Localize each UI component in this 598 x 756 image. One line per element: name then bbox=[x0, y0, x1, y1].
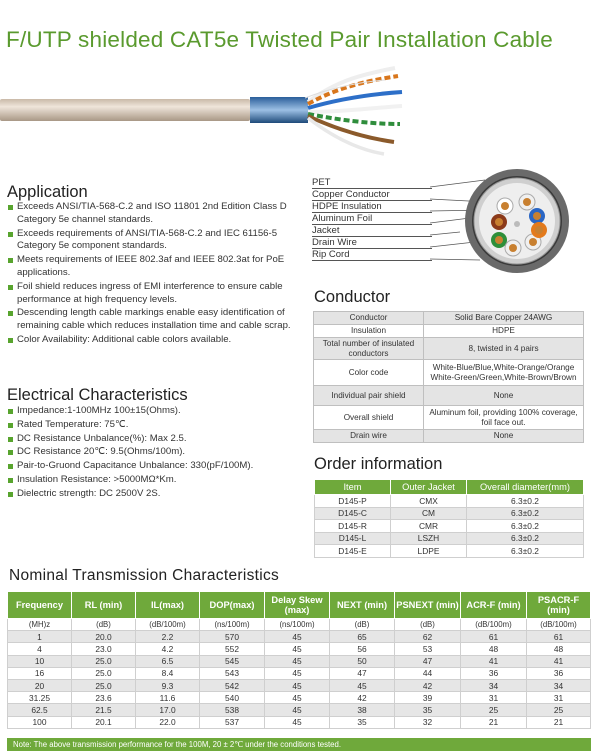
table-cell: 6.3±0.2 bbox=[467, 545, 584, 558]
table-cell: 45 bbox=[265, 667, 330, 679]
column-header: NEXT (min) bbox=[330, 592, 395, 619]
table-cell: 23.0 bbox=[72, 643, 136, 655]
table-header-row bbox=[8, 592, 591, 619]
column-header: PSNEXT (min) bbox=[395, 592, 461, 619]
table-cell: Insulation bbox=[314, 325, 424, 338]
table-row bbox=[314, 406, 584, 430]
table-cell: Total number of insulated conductors bbox=[314, 338, 424, 360]
table-cell: 23.6 bbox=[72, 692, 136, 704]
page-title: F/UTP shielded CAT5e Twisted Pair Installation Cable bbox=[6, 27, 553, 52]
order-table bbox=[314, 479, 584, 558]
list-item: Exceeds requirements of ANSI/TIA-568-C.2 and IEC 61156-5 Category 5e component standards. bbox=[7, 228, 303, 254]
table-row bbox=[314, 325, 584, 338]
table-cell: 65 bbox=[330, 631, 395, 643]
table-cell: 6.3±0.2 bbox=[467, 507, 584, 520]
nominal-table bbox=[7, 591, 591, 729]
table-cell: 8.4 bbox=[136, 667, 200, 679]
label-drain-wire: Drain Wire bbox=[312, 237, 432, 249]
table-cell: Aluminum foil, providing 100% coverage, foil face out. bbox=[424, 406, 584, 430]
table-cell: 48 bbox=[527, 643, 591, 655]
table-cell: 34 bbox=[461, 679, 527, 691]
table-row bbox=[8, 667, 591, 679]
table-cell: 44 bbox=[395, 667, 461, 679]
table-cell: D145-E bbox=[315, 545, 391, 558]
table-cell: (dB/100m) bbox=[136, 619, 200, 631]
table-cell: Individual pair shield bbox=[314, 386, 424, 406]
application-heading: Application bbox=[7, 183, 88, 201]
table-cell: 22.0 bbox=[136, 716, 200, 728]
label-jacket: Jacket bbox=[312, 225, 432, 237]
table-cell: Overall shield bbox=[314, 406, 424, 430]
table-cell: 25.0 bbox=[72, 667, 136, 679]
label-hdpe-insulation: HDPE Insulation bbox=[312, 201, 432, 213]
table-note: Note: The above transmission performance for the 100M, 20 ± 2℃ under the conditions tested. bbox=[7, 738, 591, 751]
table-cell: 45 bbox=[265, 643, 330, 655]
table-cell: 9.3 bbox=[136, 679, 200, 691]
table-cell: 45 bbox=[265, 716, 330, 728]
list-item: Insulation Resistance: >5000MΩ*Km. bbox=[7, 474, 303, 487]
table-row bbox=[315, 532, 584, 545]
list-item: Descending length cable markings enable easy identification of remaining cable which reduces installation time and cable scrap. bbox=[7, 307, 303, 333]
table-cell: 31 bbox=[527, 692, 591, 704]
table-cell: 45 bbox=[265, 679, 330, 691]
table-cell: 25 bbox=[461, 704, 527, 716]
nominal-heading: Nominal Transmission Characteristics bbox=[9, 567, 280, 584]
table-cell: CMX bbox=[391, 495, 467, 508]
table-cell: 35 bbox=[395, 704, 461, 716]
table-cell: 4.2 bbox=[136, 643, 200, 655]
table-cell: 42 bbox=[330, 692, 395, 704]
table-cell: 542 bbox=[200, 679, 265, 691]
table-row bbox=[8, 631, 591, 643]
column-header: Overall diameter(mm) bbox=[467, 480, 584, 495]
column-header: Outer Jacket bbox=[391, 480, 467, 495]
table-cell: 39 bbox=[395, 692, 461, 704]
conductor-heading: Conductor bbox=[314, 288, 391, 306]
list-item: Pair-to-Gruond Capacitance Unbalance: 330(pF/100M). bbox=[7, 460, 303, 473]
table-row bbox=[315, 545, 584, 558]
table-cell: 48 bbox=[461, 643, 527, 655]
table-cell: 45 bbox=[265, 692, 330, 704]
list-item: Rated Temperature: 75℃. bbox=[7, 419, 303, 432]
table-cell: 25 bbox=[527, 704, 591, 716]
table-cell: 25.0 bbox=[72, 655, 136, 667]
table-cell: 45 bbox=[265, 704, 330, 716]
table-cell: 62.5 bbox=[8, 704, 72, 716]
table-cell: 570 bbox=[200, 631, 265, 643]
application-list bbox=[7, 201, 303, 348]
list-item: Impedance:1-100MHz 100±15(Ohms). bbox=[7, 405, 303, 418]
table-row bbox=[8, 655, 591, 667]
table-cell: 41 bbox=[461, 655, 527, 667]
table-cell: (MH)z bbox=[8, 619, 72, 631]
label-copper-conductor: Copper Conductor bbox=[312, 189, 432, 201]
units-row bbox=[8, 619, 591, 631]
table-cell: (dB) bbox=[72, 619, 136, 631]
table-cell: D145-P bbox=[315, 495, 391, 508]
table-cell: 2.2 bbox=[136, 631, 200, 643]
table-cell: 32 bbox=[395, 716, 461, 728]
table-cell: (ns/100m) bbox=[200, 619, 265, 631]
list-item: DC Resistance 20℃: 9.5(Ohms/100m). bbox=[7, 446, 303, 459]
table-cell: 545 bbox=[200, 655, 265, 667]
table-cell: (dB) bbox=[330, 619, 395, 631]
table-cell: 21 bbox=[527, 716, 591, 728]
table-cell: 543 bbox=[200, 667, 265, 679]
table-cell: 50 bbox=[330, 655, 395, 667]
table-cell: 31 bbox=[461, 692, 527, 704]
label-pet: PET bbox=[312, 177, 432, 189]
table-cell: 6.5 bbox=[136, 655, 200, 667]
table-cell: 20.1 bbox=[72, 716, 136, 728]
table-cell: 53 bbox=[395, 643, 461, 655]
column-header: PSACR-F (min) bbox=[527, 592, 591, 619]
table-cell: 11.6 bbox=[136, 692, 200, 704]
table-cell: D145-L bbox=[315, 532, 391, 545]
table-cell: White-Blue/Blue,White-Orange/Orange White-Green/Green,White-Brown/Brown bbox=[424, 360, 584, 386]
table-cell: 38 bbox=[330, 704, 395, 716]
electrical-heading: Electrical Characteristics bbox=[7, 386, 188, 404]
table-cell: 6.3±0.2 bbox=[467, 520, 584, 533]
table-cell: Conductor bbox=[314, 312, 424, 325]
table-cell: 47 bbox=[395, 655, 461, 667]
table-cell: 540 bbox=[200, 692, 265, 704]
table-cell: 42 bbox=[395, 679, 461, 691]
table-row bbox=[315, 507, 584, 520]
table-cell: 16 bbox=[8, 667, 72, 679]
table-row bbox=[8, 716, 591, 728]
order-heading: Order information bbox=[314, 455, 443, 473]
table-cell: LDPE bbox=[391, 545, 467, 558]
table-cell: (dB/100m) bbox=[527, 619, 591, 631]
table-cell: 6.3±0.2 bbox=[467, 495, 584, 508]
table-cell: 25.0 bbox=[72, 679, 136, 691]
table-cell: 20.0 bbox=[72, 631, 136, 643]
table-cell: 45 bbox=[265, 631, 330, 643]
list-item: Dielectric strength: DC 2500V 2S. bbox=[7, 488, 303, 501]
label-aluminum-foil: Aluminum Foil bbox=[312, 213, 432, 225]
table-cell: 56 bbox=[330, 643, 395, 655]
table-cell: Color code bbox=[314, 360, 424, 386]
table-cell: LSZH bbox=[391, 532, 467, 545]
cross-section-labels bbox=[312, 177, 448, 261]
table-cell: (ns/100m) bbox=[265, 619, 330, 631]
table-cell: 100 bbox=[8, 716, 72, 728]
table-row bbox=[315, 520, 584, 533]
table-cell: 41 bbox=[527, 655, 591, 667]
table-cell: 61 bbox=[461, 631, 527, 643]
table-row bbox=[8, 679, 591, 691]
table-row bbox=[314, 312, 584, 325]
column-header: ACR-F (min) bbox=[461, 592, 527, 619]
table-cell: 35 bbox=[330, 716, 395, 728]
table-cell: 537 bbox=[200, 716, 265, 728]
table-row bbox=[314, 430, 584, 443]
table-cell: D145-C bbox=[315, 507, 391, 520]
table-cell: 8, twisted in 4 pairs bbox=[424, 338, 584, 360]
table-cell: 47 bbox=[330, 667, 395, 679]
table-row bbox=[8, 643, 591, 655]
table-cell: CM bbox=[391, 507, 467, 520]
column-header: RL (min) bbox=[72, 592, 136, 619]
table-cell: Drain wire bbox=[314, 430, 424, 443]
table-cell: 10 bbox=[8, 655, 72, 667]
table-cell: 36 bbox=[461, 667, 527, 679]
table-cell: 17.0 bbox=[136, 704, 200, 716]
list-item: Foil shield reduces ingress of EMI interference to ensure cable performance at high frequency levels. bbox=[7, 281, 303, 307]
table-cell: 62 bbox=[395, 631, 461, 643]
table-header-row bbox=[315, 480, 584, 495]
column-header: Delay Skew (max) bbox=[265, 592, 330, 619]
table-row bbox=[315, 495, 584, 508]
table-cell: 34 bbox=[527, 679, 591, 691]
table-cell: (dB) bbox=[395, 619, 461, 631]
table-cell: D145-R bbox=[315, 520, 391, 533]
table-row bbox=[314, 386, 584, 406]
column-header: Frequency bbox=[8, 592, 72, 619]
column-header: Item bbox=[315, 480, 391, 495]
table-row bbox=[8, 692, 591, 704]
list-item: Meets requirements of IEEE 802.3af and IEEE 802.3at for PoE applications. bbox=[7, 254, 303, 280]
table-cell: 45 bbox=[330, 679, 395, 691]
conductor-table bbox=[313, 311, 584, 443]
table-row bbox=[314, 338, 584, 360]
table-cell: (dB/100m) bbox=[461, 619, 527, 631]
electrical-list bbox=[7, 405, 303, 502]
table-cell: 45 bbox=[265, 655, 330, 667]
table-cell: 552 bbox=[200, 643, 265, 655]
table-cell: 61 bbox=[527, 631, 591, 643]
table-cell: 6.3±0.2 bbox=[467, 532, 584, 545]
table-cell: 21 bbox=[461, 716, 527, 728]
table-row bbox=[8, 704, 591, 716]
list-item: Color Availability: Additional cable colors available. bbox=[7, 334, 303, 347]
table-cell: 36 bbox=[527, 667, 591, 679]
table-cell: None bbox=[424, 386, 584, 406]
cable-illustration bbox=[0, 58, 420, 158]
list-item: Exceeds ANSI/TIA-568-C.2 and ISO 11801 2nd Edition Class D Category 5e channel standards. bbox=[7, 201, 303, 227]
column-header: DOP(max) bbox=[200, 592, 265, 619]
label-rip-cord: Rip Cord bbox=[312, 249, 432, 261]
column-header: IL(max) bbox=[136, 592, 200, 619]
table-cell: 20 bbox=[8, 679, 72, 691]
table-row bbox=[314, 360, 584, 386]
cable-cross-section bbox=[455, 166, 573, 276]
table-cell: 1 bbox=[8, 631, 72, 643]
table-cell: CMR bbox=[391, 520, 467, 533]
table-cell: HDPE bbox=[424, 325, 584, 338]
list-item: DC Resistance Unbalance(%): Max 2.5. bbox=[7, 433, 303, 446]
table-cell: 31.25 bbox=[8, 692, 72, 704]
table-cell: 21.5 bbox=[72, 704, 136, 716]
table-cell: 4 bbox=[8, 643, 72, 655]
table-cell: None bbox=[424, 430, 584, 443]
table-cell: 538 bbox=[200, 704, 265, 716]
table-cell: Solid Bare Copper 24AWG bbox=[424, 312, 584, 325]
